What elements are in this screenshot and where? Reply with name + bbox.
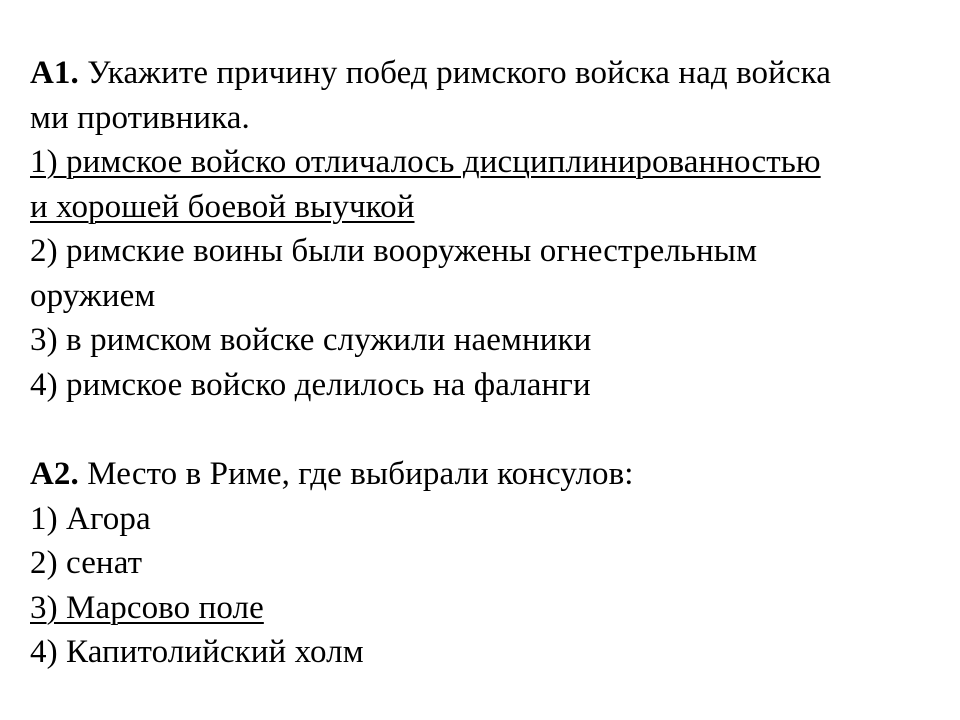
question-a1-text: Укажите причину побед римского войска над войска <box>78 55 832 91</box>
question-a2-text: Место в Риме, где выбирали консулов: <box>78 456 634 492</box>
question-a2-option-2: 2) сенат <box>30 545 143 581</box>
question-a1-text-line-2: ми противника. <box>30 99 250 136</box>
question-a2 <box>30 452 935 675</box>
question-a1-option-3: 3) в римском войске служили наемники <box>30 322 592 358</box>
question-a1-option-1-line-1: 1) римское войско отличалось дисциплинированностью <box>30 144 821 180</box>
question-a2-option-4: 4) Капитолийский холм <box>30 634 364 670</box>
question-a1 <box>30 51 935 407</box>
question-a1-text-line-1 <box>30 51 935 96</box>
question-a2-option-1: 1) Агора <box>30 500 151 537</box>
question-a2-label: А2. <box>30 456 79 492</box>
question-a1-label: А1. <box>30 55 79 91</box>
question-a2-option-3: 3) Марсово поле <box>30 589 264 626</box>
question-a2-text-line <box>30 452 935 497</box>
question-a1-option-2-line-2: оружием <box>30 277 156 314</box>
question-a1-option-4: 4) римское войско делилось на фаланги <box>30 366 591 403</box>
question-a1-option-2-line-1: 2) римские воины были вооружены огнестрельным <box>30 233 758 269</box>
question-a1-option-1-line-2: и хорошей боевой выучкой <box>30 188 415 225</box>
